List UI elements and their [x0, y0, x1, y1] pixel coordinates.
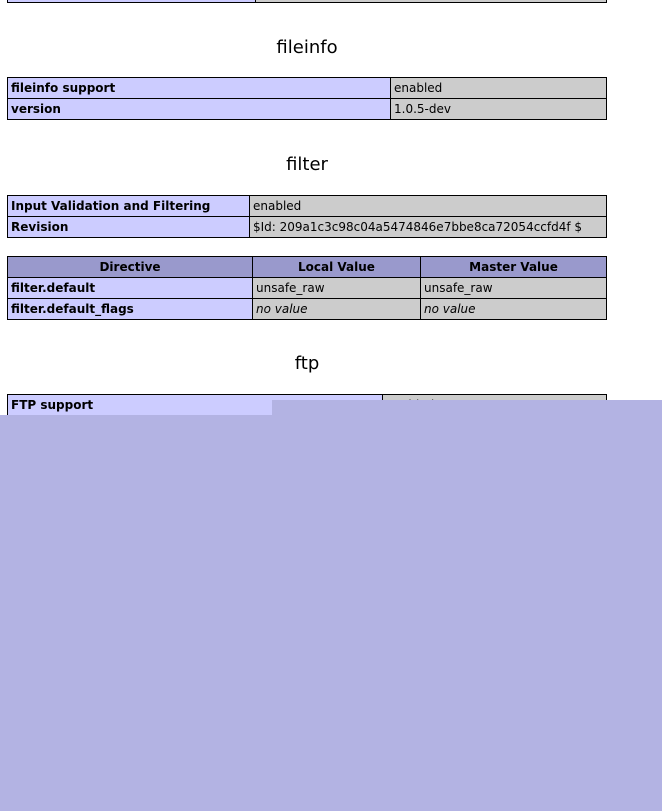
- column-header-directive: Directive: [8, 257, 253, 278]
- directive-name: filter.default: [8, 278, 253, 299]
- table-row: [8, 278, 607, 299]
- row-label: Input Validation and Filtering: [8, 196, 250, 217]
- row-label: FTP support: [8, 395, 383, 416]
- row-label: fileinfo support: [8, 78, 391, 99]
- section-title-filter: filter: [286, 154, 328, 175]
- table-row: [8, 196, 607, 217]
- previous-section-table-stub: [7, 0, 607, 3]
- directive-name: filter.default_flags: [8, 299, 253, 320]
- filter-table: [7, 195, 607, 238]
- column-header-master-value: Master Value: [421, 257, 607, 278]
- table-row: [8, 299, 607, 320]
- filter-directives-table: [7, 256, 607, 320]
- row-value: enabled: [250, 196, 607, 217]
- column-header-local-value: Local Value: [253, 257, 421, 278]
- row-value: $Id: 209a1c3c98c04a5474846e7bbe8ca72054ccfd4f $: [250, 217, 607, 238]
- overlay-panel-top: [272, 400, 662, 415]
- master-value-cell: [421, 299, 607, 320]
- table-row: [8, 99, 607, 120]
- local-value: no value: [256, 301, 308, 316]
- section-title-fileinfo: fileinfo: [276, 37, 338, 58]
- table-row: [8, 217, 607, 238]
- local-value: unsafe_raw: [253, 278, 421, 299]
- local-value-cell: [253, 299, 421, 320]
- section-title-ftp: ftp: [294, 353, 320, 374]
- master-value: no value: [424, 301, 476, 316]
- master-value: unsafe_raw: [421, 278, 607, 299]
- table-row: [8, 78, 607, 99]
- table-header-row: [8, 257, 607, 278]
- row-value: enabled: [391, 78, 607, 99]
- overlay-panel: [0, 415, 662, 811]
- row-value: 1.0.5-dev: [391, 99, 607, 120]
- row-label: version: [8, 99, 391, 120]
- fileinfo-table: [7, 77, 607, 120]
- row-label: Revision: [8, 217, 250, 238]
